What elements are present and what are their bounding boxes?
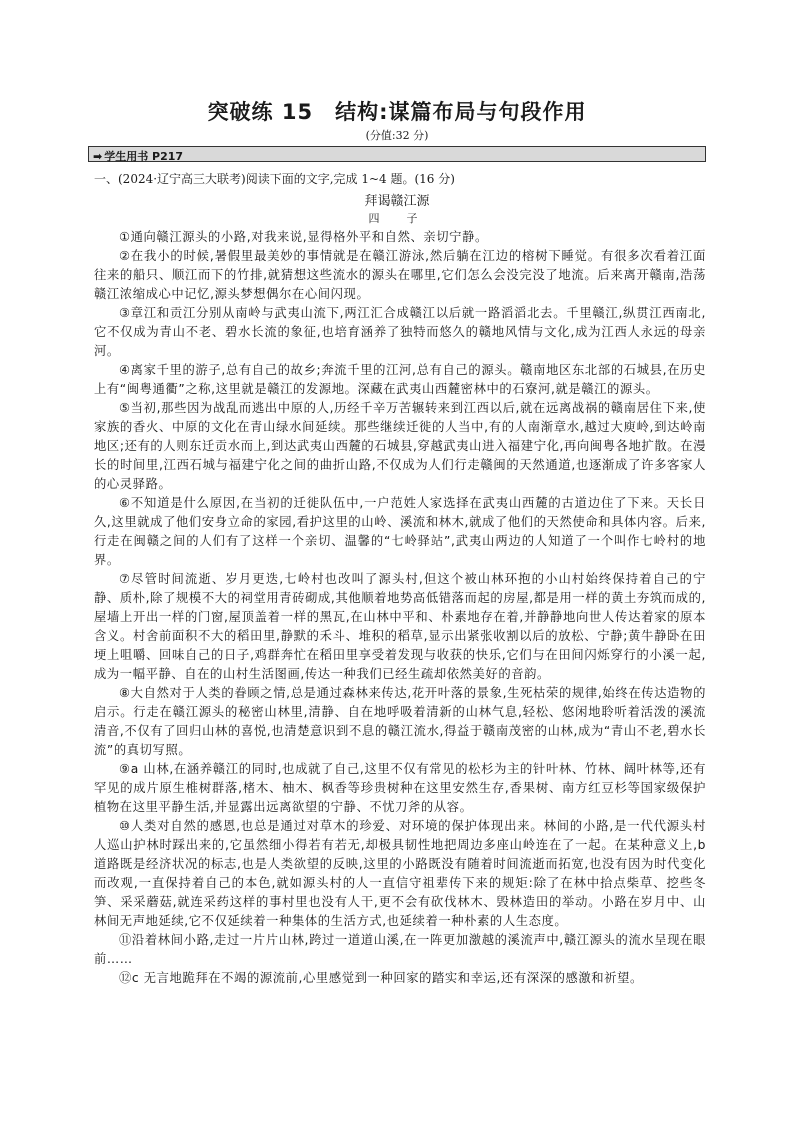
paragraph-4: ④离家千里的游子,总有自己的故乡;奔流千里的江河,总有自己的源头。赣南地区东北部的石城县,在历史上有“闽粤通衢”之称,这里就是赣江的发源地。深藏在武夷山西麓密林中的石寮河,就是赣江的源头。 [94,363,706,396]
page-title: 突破练 15 结构:谋篇布局与句段作用 [207,100,587,124]
paragraph-8: ⑧大自然对于人类的眷顾之情,总是通过森林来传达,花开叶落的景象,生死枯荣的规律,始终在传达造物的启示。行走在赣江源头的秘密山林里,清静、自在地呼吸着清新的山林气息,轻松、悠闲地聆听着活泼的溪流清音,不仅有了回归山林的喜悦,也清楚意识到不息的赣江流水,得益于赣南茂密的山林,成为“青山不老,碧水长流”的真切写照。 [94,686,706,757]
article-author: 四 子 [368,212,426,225]
article-title: 拜谒赣江源 [364,194,430,209]
arrow-right-icon: ➡ [93,150,103,163]
paragraph-12: ⑫c 无言地跪拜在不竭的源流前,心里感觉到一种回家的踏实和幸运,还有深深的感激和祈望。 [119,971,643,985]
book-reference-bar [88,146,706,162]
paragraph-3: ③章江和贡江分别从南岭与武夷山流下,两江汇合成赣江以后就一路滔滔北去。千里赣江,纵贯江西南北,它不仅成为青山不老、碧水长流的象征,也培育涵养了独特而悠久的赣地风情与文化,成为江西人永远的母亲河。 [94,306,706,358]
paragraph-6: ⑥不知道是什么原因,在当初的迁徙队伍中,一户范姓人家选择在武夷山西麓的古道边住了下来。天长日久,这里就成了他们安身立命的家园,看护这里的山岭、溪流和林木,就成了他们的天然使命和具体内容。后来,行走在闽赣之间的人们有了这样一个亲切、温馨的“七岭驿站”,武夷山两边的人知道了一个叫作七岭村的地界。 [94,496,706,567]
book-reference-text: 学生用书 P217 [104,150,184,163]
paragraph-1: ①通向赣江源头的小路,对我来说,显得格外平和自然、亲切宁静。 [119,230,488,244]
paragraph-9: ⑨a 山林,在涵养赣江的同时,也成就了自己,这里不仅有常见的松杉为主的针叶林、竹林、阔叶林等,还有罕见的成片原生椎树群落,楮木、柚木、枫香等珍贵树种在这里安然生存,香果树、南方红豆杉等国家级保护植物在这里平静生活,并显露出远离欲望的宁静、不忧刀斧的从容。 [94,762,706,814]
paragraph-11: ⑪沿着林间小路,走过一片片山林,跨过一道道山溪,在一阵更加激越的溪流声中,赣江源头的流水呈现在眼前…… [94,933,706,966]
book-reference [93,148,183,164]
paragraph-7: ⑦尽管时间流逝、岁月更迭,七岭村也改叫了源头村,但这个被山林环抱的小山村始终保持着自己的宁静、质朴,除了规模不大的祠堂用青砖砌成,其他顺着地势高低错落而起的房屋,都是用一样的黄土夯筑而成的,屋墙上开出一样的门窗,屋顶盖着一样的黑瓦,在山林中平和、朴素地存在着,并静静地向世人传达着家的原本含义。村舍前面积不大的稻田里,静默的禾斗、堆积的稻草,显示出紧张收割以后的放松、宁静;黄牛静卧在田埂上咀嚼、回味自己的日子,鸡群奔忙在稻田里享受着发现与收获的快乐,它们与在田间闪烁穿行的小溪一起,成为一幅平静、自在的山村生活图画,传达一种我们已经生疏却依然美好的音韵。 [94,572,706,681]
score-note: (分值:32 分) [365,129,429,142]
paragraph-5: ⑤当初,那些因为战乱而逃出中原的人,历经千辛万苦辗转来到江西以后,就在远离战祸的赣南居住下来,使家族的香火、中原的文化在青山绿水间延续。那些继续迁徙的人当中,有的人南渐章水,越过大庾岭,到达岭南地区;还有的人则东迁贡水而上,到达武夷山西麓的石城县,穿越武夷山进入福建宁化,再向闽粤各地扩散。在漫长的时间里,江西石城与福建宁化之间的曲折山路,不仅成为人们行走赣闽的天然通道,也逐渐成了许多客家人的心灵驿路。 [94,401,706,491]
article-body [94,228,706,988]
question-intro: 一、(2024·辽宁高三大联考)阅读下面的文字,完成 1~4 题。(16 分) [94,172,455,186]
paragraph-2: ②在我小的时候,暑假里最美妙的事情就是在赣江游泳,然后躺在江边的榕树下睡觉。有很多次看着江面往来的船只、顺江而下的竹排,就猜想这些流水的源头在哪里,它们怎么会没完没了地流。后来离开赣南,浩荡赣江浓缩成心中记忆,源头梦想偶尔在心间闪现。 [94,249,706,301]
paragraph-10: ⑩人类对自然的感恩,也总是通过对草木的珍爱、对环境的保护体现出来。林间的小路,是一代代源头村人巡山护林时踩出来的,它虽然细小得若有若无,却极具韧性地把周边多座山岭连在了一起。在某种意义上,b 道路既是经济状况的标志,也是人类欲望的反映,这里的小路既没有随着时间流逝而拓宽,也没有因为时代变化而改观,一直保持着自己的本色,就如源头村的人一直信守祖辈传下来的规矩:除了在林中拾点柴草、挖些冬笋、采采蘑菇,就连采药这样的事村里也没有人干,更不会有砍伐林木、毁林造田的举动。小路在岁月中、山林间无声地延续,它不仅延续着一种集体的生活方式,也延续着一种朴素的人生态度。 [94,819,706,928]
